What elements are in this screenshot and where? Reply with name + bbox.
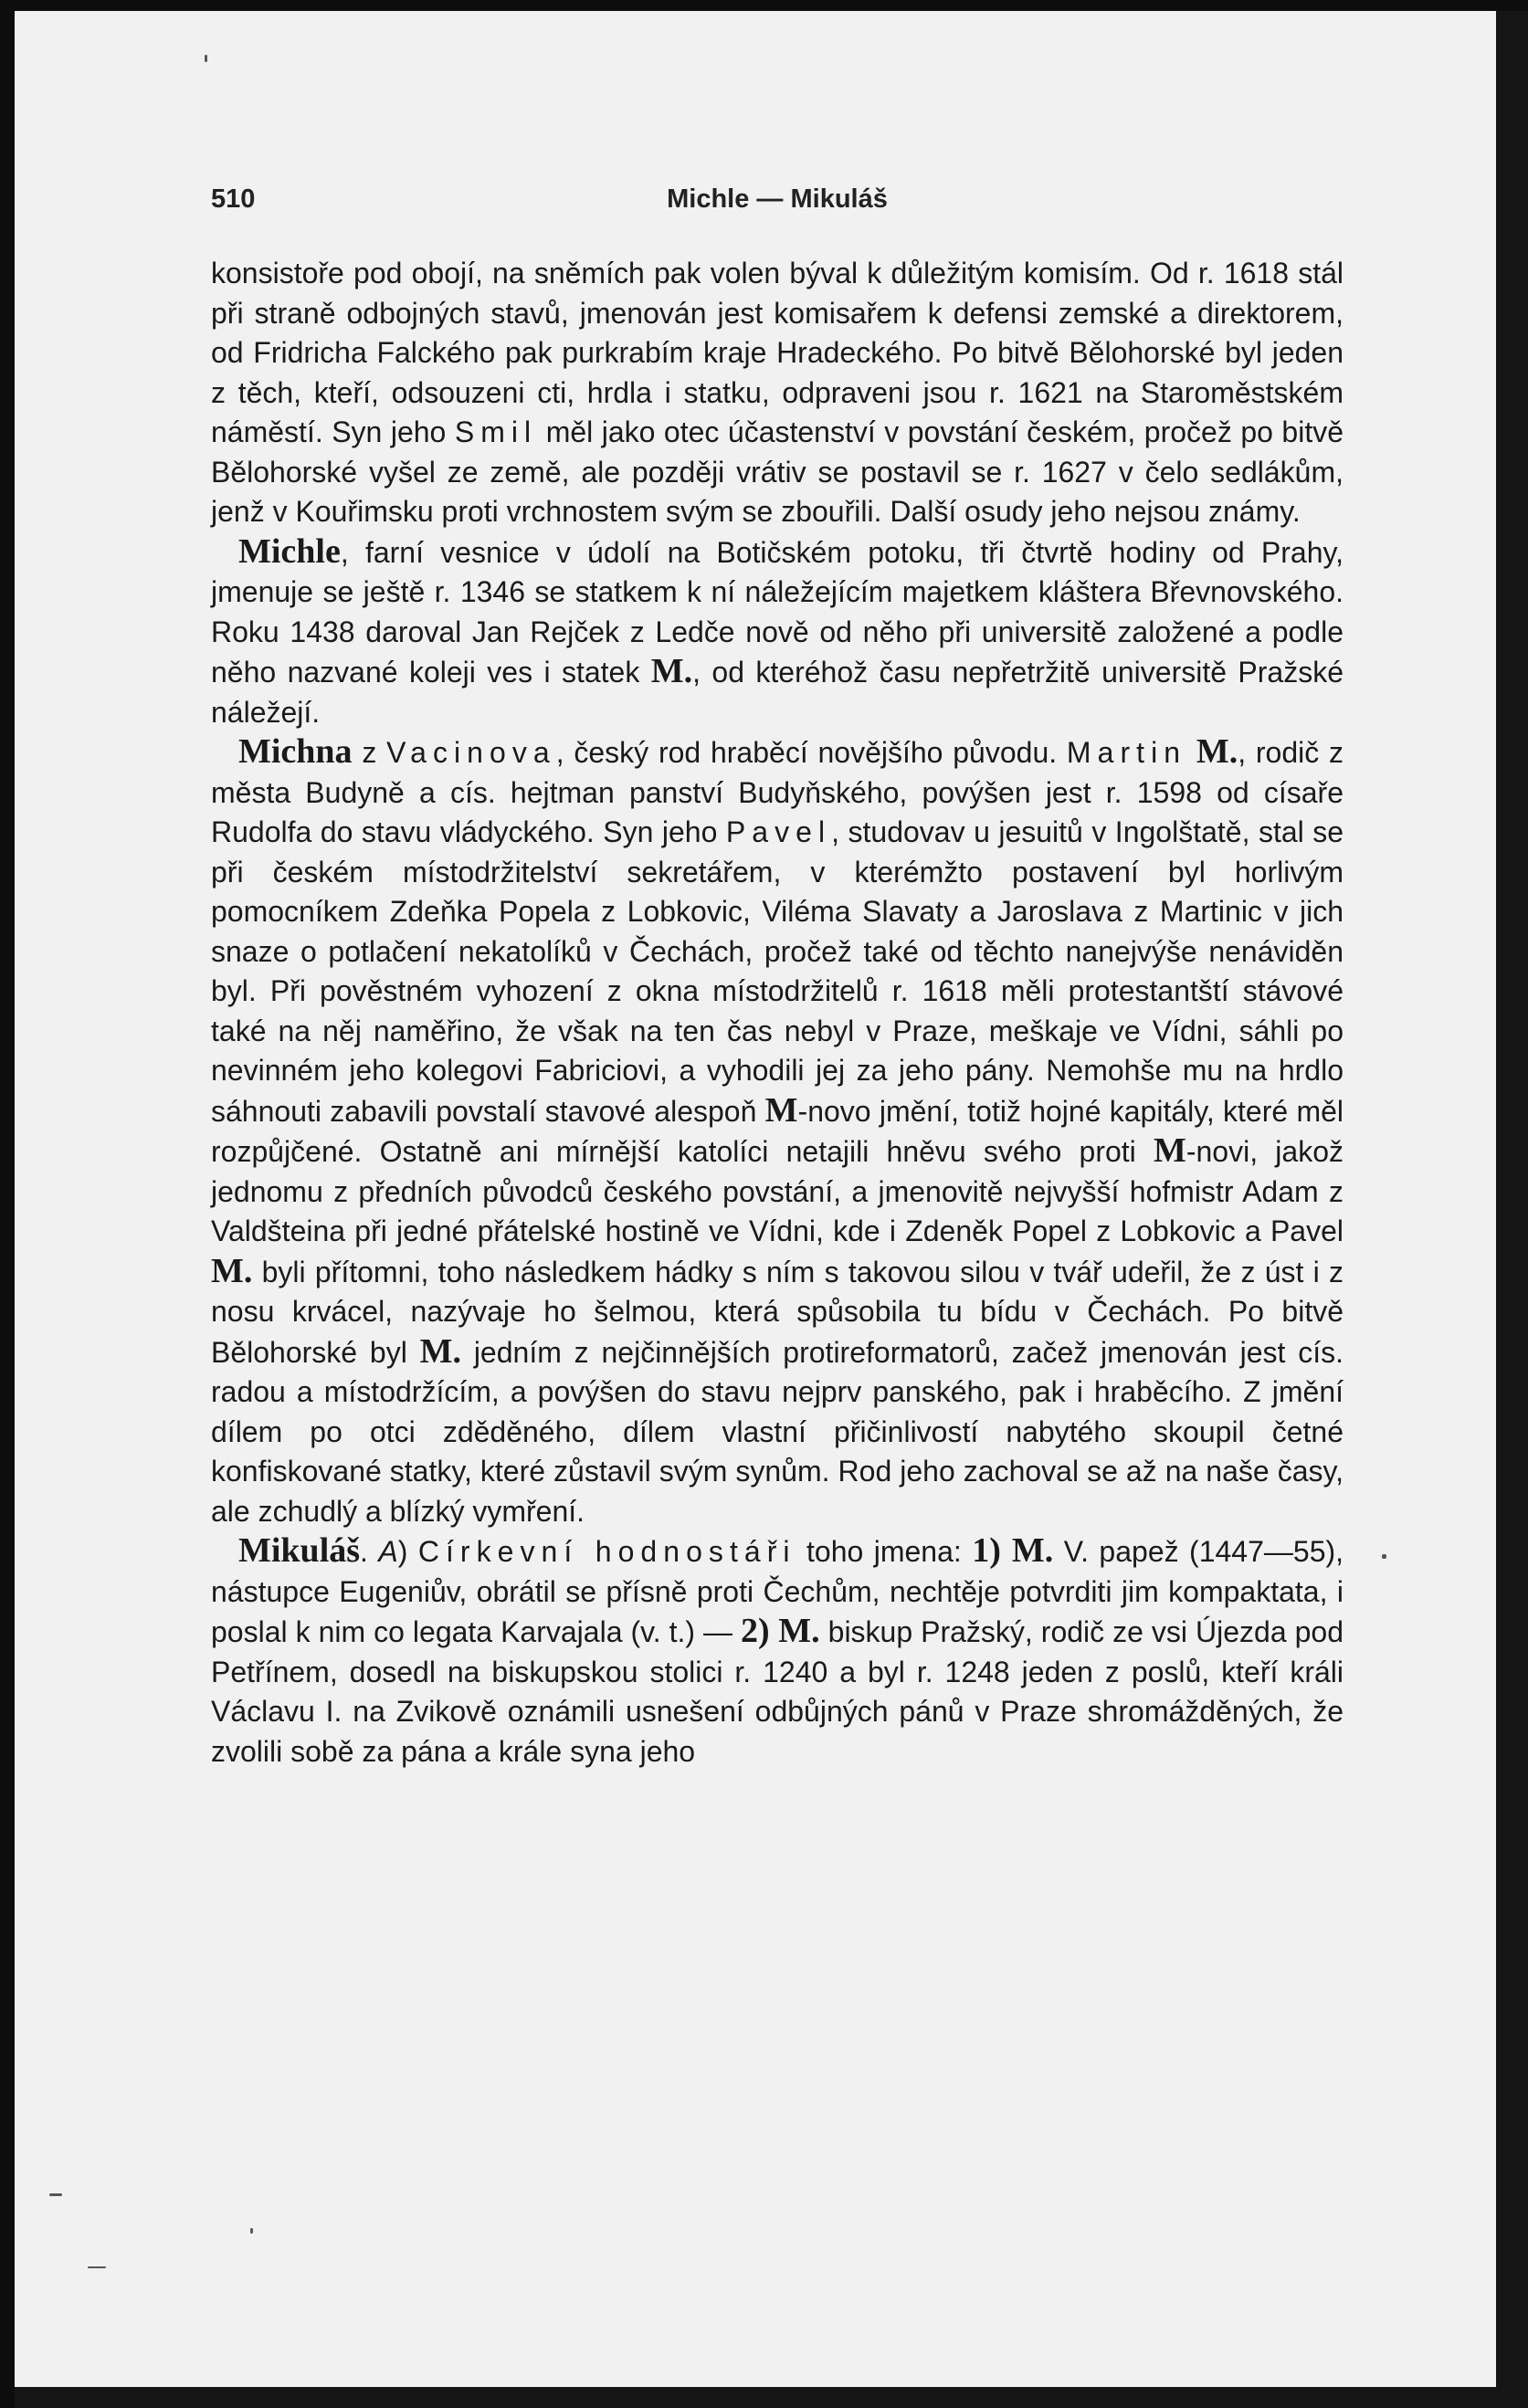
entry-headword: M [764,1090,798,1130]
text-run: biskup Pražský, rodič ze vsi Újezda pod Petřínem, dosedl na biskupskou stolici r. 1240 a byl r. 1248 jeden z poslů, kteří králi Václavu I. na Zvikově oznámili usnešení odbůjných pánů v Praze shromážděných, že zvolili sobě za pána a krále syna jeho [211,1615,1344,1768]
encyclopedia-entry [211,532,1344,733]
page-header [211,184,1344,221]
body-text [211,254,1344,1772]
spaced-name: Martin [1066,736,1187,769]
text-run: toho jmena: [796,1535,973,1568]
entry-headword: M. [419,1331,461,1371]
spaced-name: Smil [454,415,538,448]
text-run: ) [397,1535,418,1568]
text-run: , farní vesnice v údolí na Botičském potoku, tři čtvrtě hodiny od Prahy, jmenuje se ještě r. 1346 se statkem k ní náležejícím majetkem kláštera Břevnovského. Roku 1438 daroval Jan Rejček z Ledče nově od něho při universitě založené a podle něho nazvané koleji ves i statek [211,535,1344,689]
text-run: , od kteréhož času nepřetržitě universitě Pražské náležejí. [211,656,1344,729]
entry-headword: M. [1196,732,1238,771]
text-run: . [360,1535,379,1568]
spaced-name: Pavel [725,815,832,848]
text-run [1186,736,1196,769]
scan-border-left [0,0,15,2408]
scan-speck [49,2193,62,2196]
text-run: , rodič z města Budyně a cís. hejtman panství Budyňského, povýšen jest r. 1598 od císaře Rudolfa do stavu vládyckého. Syn jeho [211,736,1344,848]
text-run: V. papež (1447—55), nástupce Eugeniův, obrátil se přísně proti Čechům, nechtěje potvrditi jim kompaktata, i poslal k nim co legata Karvajala (v. t.) — [211,1535,1344,1648]
book-page [15,11,1496,2387]
encyclopedia-entry [211,1531,1344,1772]
entry-headword: Michna [238,732,353,771]
text-run: , český rod hraběcí novějšího původu. [555,736,1067,769]
scan-speck [1382,1554,1386,1559]
scan-speck [88,2266,106,2268]
spaced-name: Vacinova [386,736,556,769]
text-run: -novi, jakož jednomu z předních původců českého povstání, a jmenovitě nejvyšší hofmistr Adam z Valdšteina při jedné přátelské hostině ve Vídni, kde i Zdeněk Popel z Lobkovic a Pavel [211,1135,1344,1247]
continuation-paragraph [211,254,1344,532]
entry-headword: 1) M. [972,1531,1054,1570]
text-run: byli přítomni, toho následkem hádky s ním s takovou silou v tvář udeřil, že z úst i z nosu krvácel, nazývaje ho šelmou, která spůsobila tu bídu v Čechách. Po bitvě Bělohorské byl [211,1255,1344,1369]
text-run: , studovav u jesuitů v Ingolštatě, stal se při českém místodržitelství sekretářem, v kterémžto postavení byl horlivým pomocníkem Zdeňka Popela z Lobkovic, Viléma Slavaty a Jaroslava z Martinic v jich snaze o potlačení nekatolíků v Čechách, pročež také od těchto nanejvýše nenáviděn byl. Při pověstném vyhození z okna místodržitelů r. 1618 měli protestantští stávové také na něj naměřino, že však na ten čas nebyl v Praze, meškaje ve Vídni, sáhli po nevinném jeho kolegovi Fabriciovi, a vyhodili jej za jeho pány. Nemohše mu na hrdlo sáhnouti zabavili povstalí stavové alespoň [211,815,1344,1128]
entry-headword: M [1153,1131,1186,1170]
scan-speck [205,55,207,62]
text-run: -novo jmění, totiž hojné kapitály, které měl rozpůjčené. Ostatně ani mírnější katolíci netajili hněvu svého proti [211,1094,1344,1168]
text-run: konsistoře pod obojí, na sněmích pak volen býval k důležitým komisím. Od r. 1618 stál při straně odbojných stavů, jmenován jest komisařem k defensi zemské a direktorem, od Fridricha Falckého pak purkrabím kraje Hradeckého. Po bitvě Bělohorské byl jeden z těch, kteří, odsouzeni cti, hrdla i statku, odpraveni jsou r. 1621 na Staroměstském náměstí. Syn jeho [211,257,1344,448]
running-head: Michle — Mikuláš [667,184,888,214]
section-letter: A [378,1535,398,1568]
scan-border-top [0,0,1528,11]
entry-headword: Mikuláš [238,1531,361,1570]
page-number: 510 [211,184,256,214]
text-run: měl jako otec účastenství v povstání českém, pročež po bitvě Bělohorské vyšel ze země, ale později vrátiv se postavil se r. 1627 v čelo sedlákům, jenž v Kouřimsku proti vrchnostem svým se zbouřili. Další osudy jeho nejsou známy. [211,415,1344,528]
encyclopedia-entry [211,732,1344,1531]
entry-headword: M. [211,1251,253,1290]
entry-headword: Michle [238,531,341,571]
entry-headword: M. [650,652,693,690]
spaced-name: Církevní hodnostáři [417,1535,796,1568]
entry-headword: 2) M. [741,1612,820,1650]
text-run: jedním z nejčinnějších protireformatorů, začež jmenován jest cís. radou a místodržícím, a povýšen do stavu nejprv panského, pak i hraběcího. Z jmění dílem po otci zděděného, dílem vlastní přičinlivostí nabytého skoupil četné konfiskované statky, které zůstavil svým synům. Rod jeho zachoval se až na naše časy, ale zchudlý a blízký vymření. [211,1335,1344,1528]
text-run: z [352,736,387,769]
scan-speck [250,2228,253,2234]
